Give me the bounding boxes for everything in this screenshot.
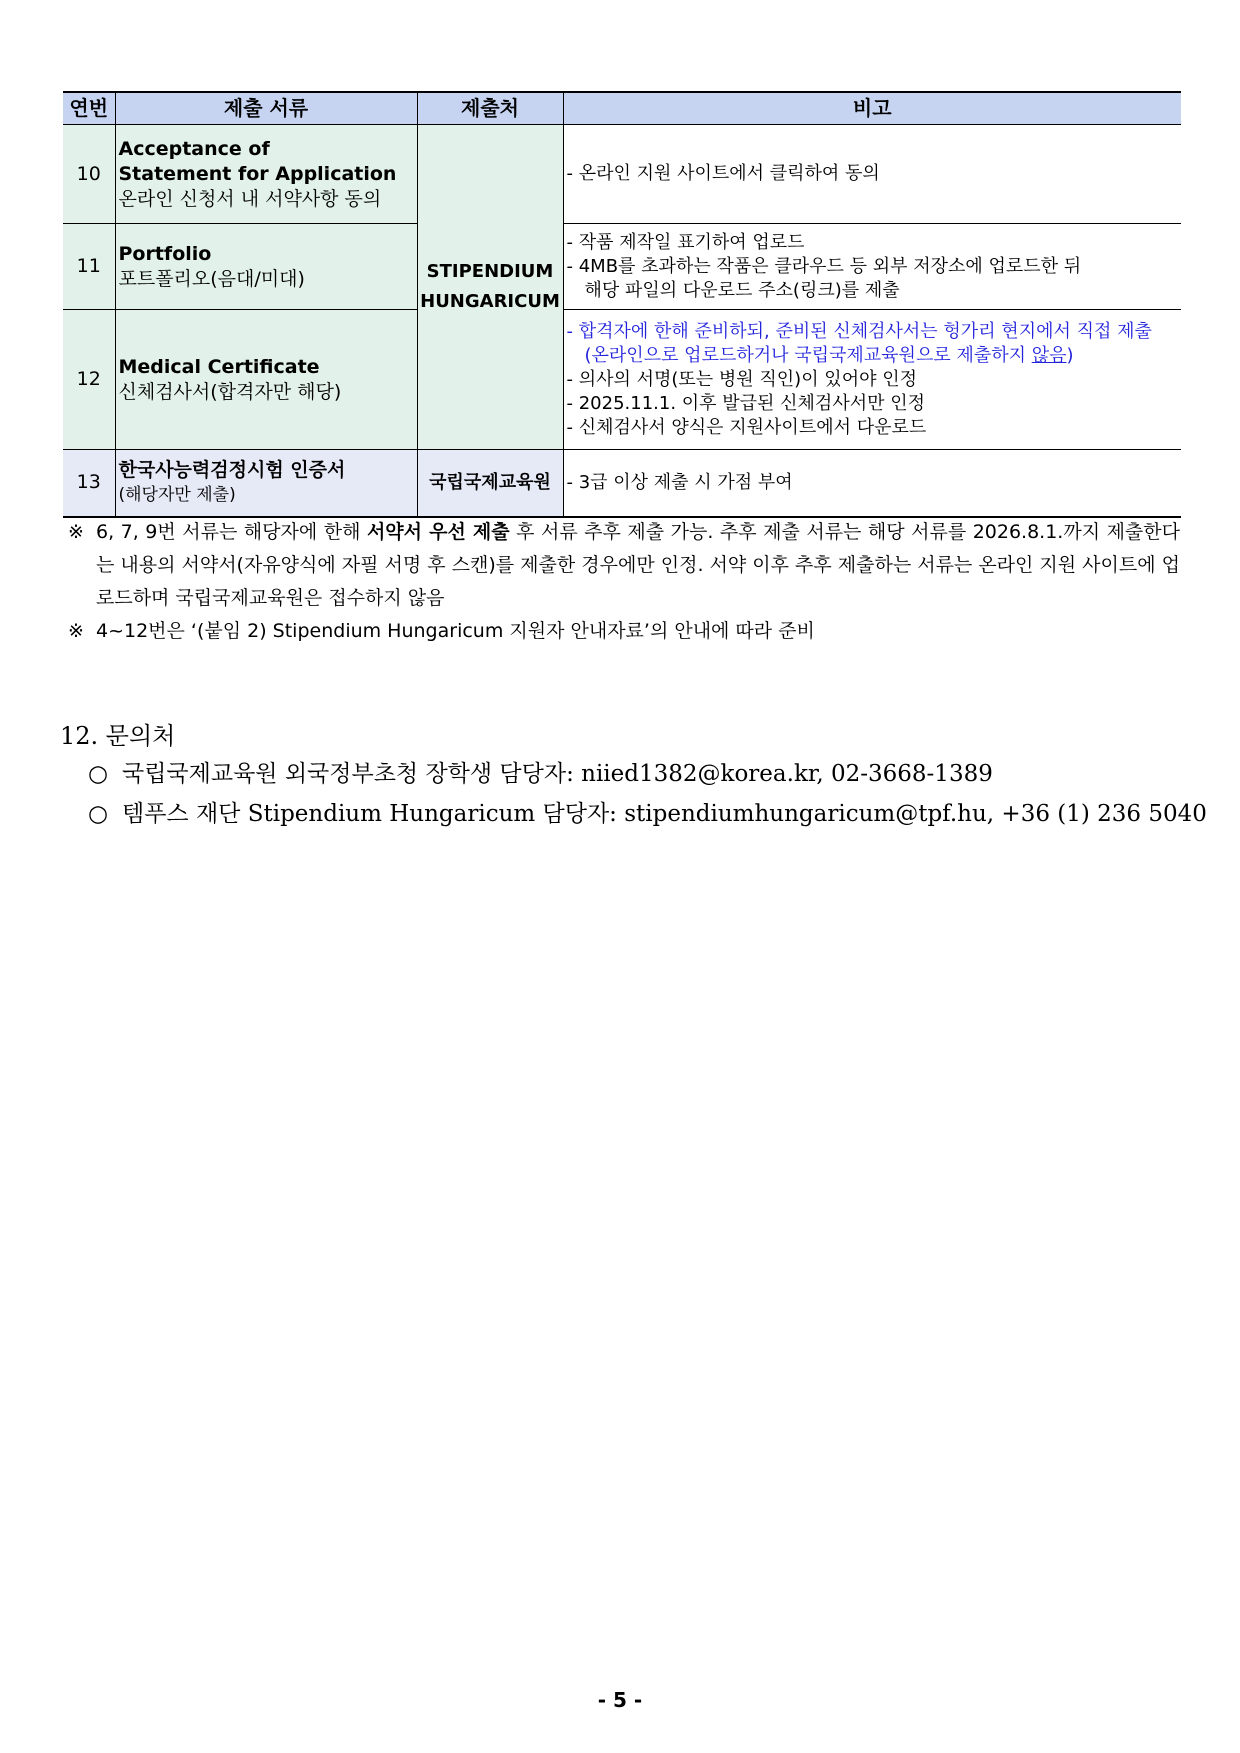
header-no: 연번: [63, 92, 115, 125]
row-number: 10: [63, 125, 115, 224]
contact-item: [60, 754, 1180, 794]
destination-cell: 국립국제교육원: [417, 450, 563, 517]
row-number: 13: [63, 450, 115, 517]
remarks-cell: [563, 310, 1181, 450]
documents-table: [63, 91, 1181, 518]
document-name-ko: 신체검사서(합격자만 해당): [118, 380, 342, 403]
table-row: [63, 224, 1181, 310]
document-cell: [115, 224, 417, 310]
remark-line: - 신체검사서 양식은 지원사이트에서 다운로드: [566, 416, 927, 438]
document-name-en: Portfolio: [118, 242, 212, 265]
remark-line-highlight: - 합격자에 한해 준비하되, 준비된 신체검사서는 헝가리 현지에서 직접 제출: [566, 320, 1152, 342]
document-name-en: Acceptance of: [118, 137, 270, 160]
reference-mark: ※: [68, 521, 84, 543]
table-header-row: [63, 92, 1181, 125]
circle-bullet-icon: ○: [88, 761, 109, 787]
table-row: [63, 125, 1181, 224]
section-title: 12. 문의처: [60, 722, 176, 750]
remark-line: - 4MB를 초과하는 작품은 클라우드 등 외부 저장소에 업로드한 뒤: [566, 255, 1082, 277]
row-number: 12: [63, 310, 115, 450]
remark-line: 해당 파일의 다운로드 주소(링크)를 제출: [584, 279, 900, 301]
remark-line: - 작품 제작일 표기하여 업로드: [566, 231, 805, 253]
footnotes: [68, 516, 1180, 648]
remark-line: - 의사의 서명(또는 병원 직인)이 있어야 인정: [566, 368, 917, 390]
footnote-item: [68, 516, 1180, 615]
contact-text: 템푸스 재단 Stipendium Hungaricum 담당자: stipendiumhungaricum@tpf.hu, +36 (1) 236 5040: [122, 801, 1207, 827]
contact-section: [60, 718, 1207, 834]
document-cell: [115, 125, 417, 224]
table-row: [63, 310, 1181, 450]
contact-item: [60, 794, 1207, 834]
footnote-item: [68, 615, 1180, 648]
remark-line: - 온라인 지원 사이트에서 클릭하여 동의: [566, 163, 880, 184]
reference-mark: ※: [68, 620, 84, 642]
document-name-ko: 포트폴리오(음대/미대): [118, 267, 305, 290]
document-cell: [115, 450, 417, 517]
remark-line: - 2025.11.1. 이후 발급된 신체검사서만 인정: [566, 392, 925, 414]
footnote-text: 6, 7, 9번 서류는 해당자에 한해 서약서 우선 제출 후 서류 추후 제출 가능. 추후 제출 서류는 해당 서류를 2026.8.1.까지 제출한다는 내용의 서약서(자유양식에 자필 서명 후 스캔)를 제출한 경우에만 인정. 서약 이후 추후 제출하는 서류는 온라인 지원 사이트에 업로드하며 국립국제교육원은 접수하지 않음: [96, 521, 1180, 609]
footnote-text: 4~12번은 ‘(붙임 2) Stipendium Hungaricum 지원자 안내자료’의 안내에 따라 준비: [96, 620, 815, 642]
destination-name: HUNGARICUM: [420, 291, 560, 312]
table-row: [63, 450, 1181, 517]
document-name-en: Medical Certificate: [118, 355, 320, 378]
destination-name: STIPENDIUM: [426, 261, 554, 282]
header-destination: 제출처: [417, 92, 563, 125]
destination-cell: [417, 125, 563, 450]
header-document: 제출 서류: [115, 92, 417, 125]
remarks-cell: [563, 450, 1181, 517]
circle-bullet-icon: ○: [88, 801, 109, 827]
document-name: 한국사능력검정시험 인증서: [118, 458, 346, 481]
document-cell: [115, 310, 417, 450]
remark-line-highlight: (온라인으로 업로드하거나 국립국제교육원으로 제출하지 않음): [584, 344, 1074, 366]
underlined-text: 않음: [1031, 344, 1067, 366]
remarks-cell: [563, 125, 1181, 224]
remarks-cell: [563, 224, 1181, 310]
emphasis-text: 서약서 우선 제출: [366, 521, 510, 543]
document-name-en: Statement for Application: [118, 162, 397, 185]
header-remarks: 비고: [563, 92, 1181, 125]
document-note: (해당자만 제출): [118, 484, 236, 505]
document-name-ko: 온라인 신청서 내 서약사항 동의: [118, 187, 382, 210]
row-number: 11: [63, 224, 115, 310]
page-number: - 5 -: [597, 1688, 643, 1712]
contact-text: 국립국제교육원 외국정부초청 장학생 담당자: niied1382@korea.kr, 02-3668-1389: [122, 761, 993, 787]
remark-line: - 3급 이상 제출 시 가점 부여: [566, 471, 793, 493]
